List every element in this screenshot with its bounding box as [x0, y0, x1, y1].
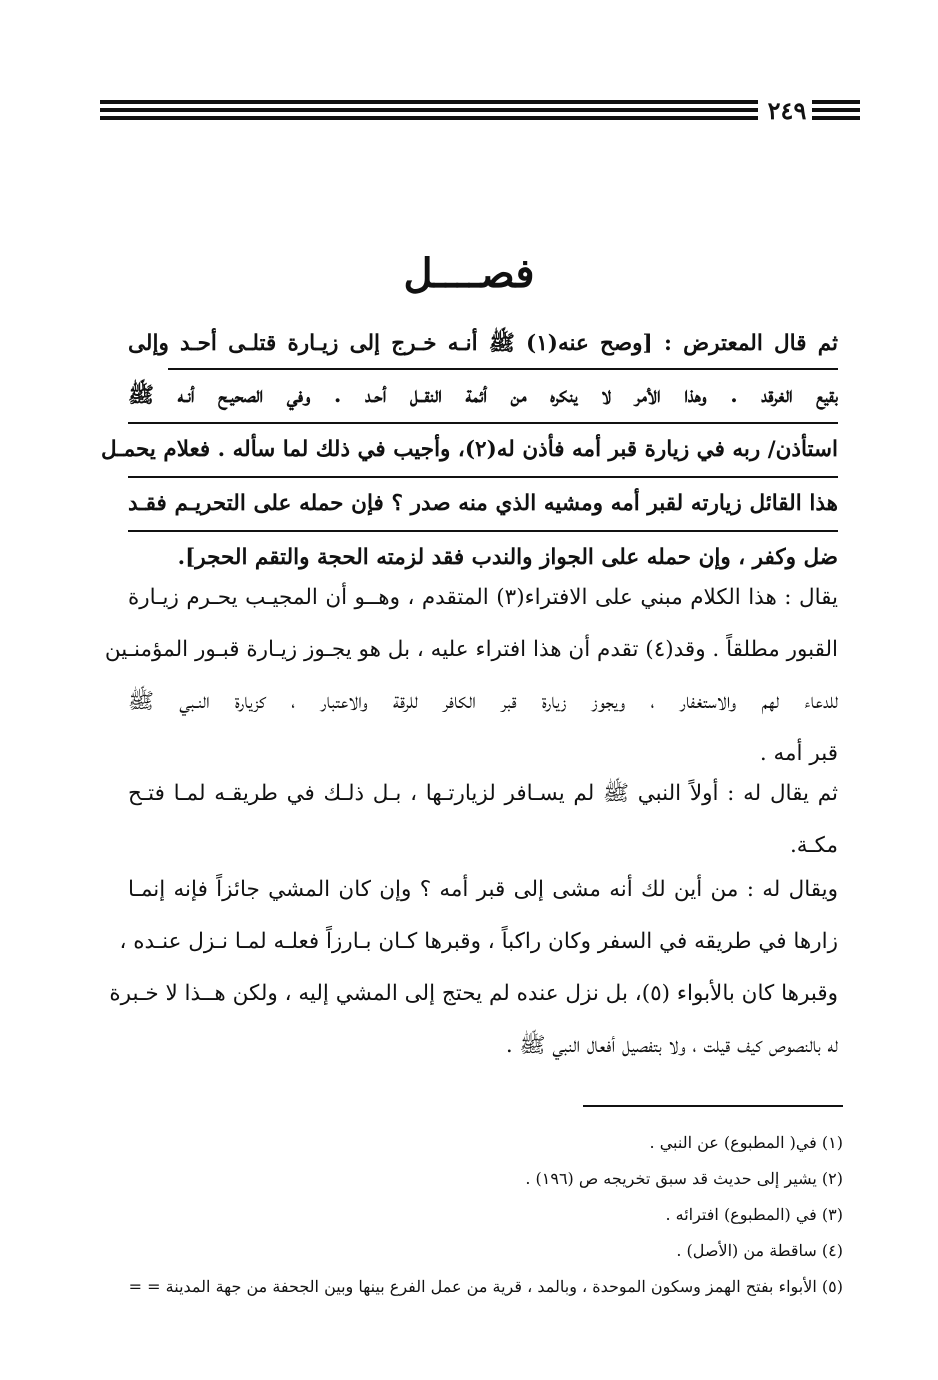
text-line: زارها في طريقه في السفر وكان راكباً ، وقبرها كـان بـارزاً فعلـه لمـا نـزل عنـده ، — [119, 929, 838, 954]
text-line: وقبرها كان بالأبواء (٥)، بل نزل عنده لم يحتج إلى المشي إليه ، ولكن هــذا لا خـبرة — [109, 981, 838, 1006]
text-line: قبر أمه . — [759, 741, 838, 766]
footnote: (٤) ساقطة من (الأصل) . — [676, 1241, 843, 1260]
header-rule — [100, 108, 758, 112]
text-line: للدعاء لهم والاستغفار ، ويجوز زيارة قبر الكافر للرقة والاعتبار ، كزيارة النـبي ﷺ — [128, 689, 838, 714]
paragraph-2 — [128, 768, 838, 872]
text-line: هذا القائل زيارته لقبر أمه ومشيه الذي منه صدر ؟ فإن حمله على التحريـم فقـد — [128, 478, 838, 532]
page-number: ٢٤٩ — [767, 96, 807, 125]
footnotes — [95, 1125, 843, 1305]
header-rule-short — [812, 108, 860, 112]
text-line: ويقال له : من أين لك أنه مشى إلى قبر أمه ؟ وإن كان المشي جائزاً فإنه إنمـا — [128, 877, 838, 902]
footnote: (١) في( المطبوع) عن النبي . — [649, 1133, 843, 1152]
text-line: استأذن/ ربه في زيارة قبر أمه فأذن له(٢)، وأجيب في ذلك لما سأله . فعلام يحمـل — [128, 424, 838, 478]
text-line: مكـة. — [789, 833, 838, 858]
header-rule — [100, 116, 758, 120]
quoted-objection — [101, 318, 838, 584]
text-line: القبور مطلقاً . وقد(٤) تقدم أن هذا افتراء عليه ، بل هو يجـوز زيـارة قبـور المؤمنـين — [104, 637, 838, 662]
footnote: (٢) يشير إلى حديث قد سبق تخريجه ص (١٩٦) . — [525, 1169, 843, 1188]
text-line: له بالنصوص كيف قيلت ، ولا بتفصيل أفعال النبي ﷺ . — [505, 1033, 838, 1058]
header-rule — [100, 100, 758, 104]
chapter-title: فصــــل — [403, 250, 535, 297]
page-header — [100, 98, 860, 128]
text-line: ضل وكفر ، وإن حمله على الجواز والندب فقد لزمته الحجة والتقم الحجر]. — [177, 545, 838, 570]
footnote-separator — [583, 1105, 843, 1107]
text-line: ثم قال المعترض : [وصح عنه(١) ﷺ أنـه خـرج إلى زيـارة قتلـى أحـد وإلى — [128, 318, 838, 370]
footnote: (٥) الأبواء بفتح الهمز وسكون الموحدة ، وبالمد ، قرية من عمل الفرع بينها وبين الجحفة من جهة المدينة = = — [128, 1277, 843, 1296]
text-line: بقيع الغرقد . وهذا الأمر لا ينكره من أئمة النقــل أحـد . وفي الصحيـح أنـه ﷺ — [128, 370, 838, 424]
header-rule-short — [812, 116, 860, 120]
text-line: يقال : هذا الكلام مبني على الافتراء(٣) المتقدم ، وهــو أن المجيـب يحـرم زيـارة — [128, 585, 839, 610]
paragraph-1 — [104, 572, 839, 780]
paragraph-3 — [109, 864, 838, 1072]
header-rule-short — [812, 100, 860, 104]
text-line: ثم يقال له : أولاً النبي ﷺ لم يسـافر لزيارتـها ، بـل ذلـك في طريقـه لمـا فتـح — [128, 781, 838, 806]
footnote: (٣) في (المطبوع) افترائه . — [665, 1205, 843, 1224]
